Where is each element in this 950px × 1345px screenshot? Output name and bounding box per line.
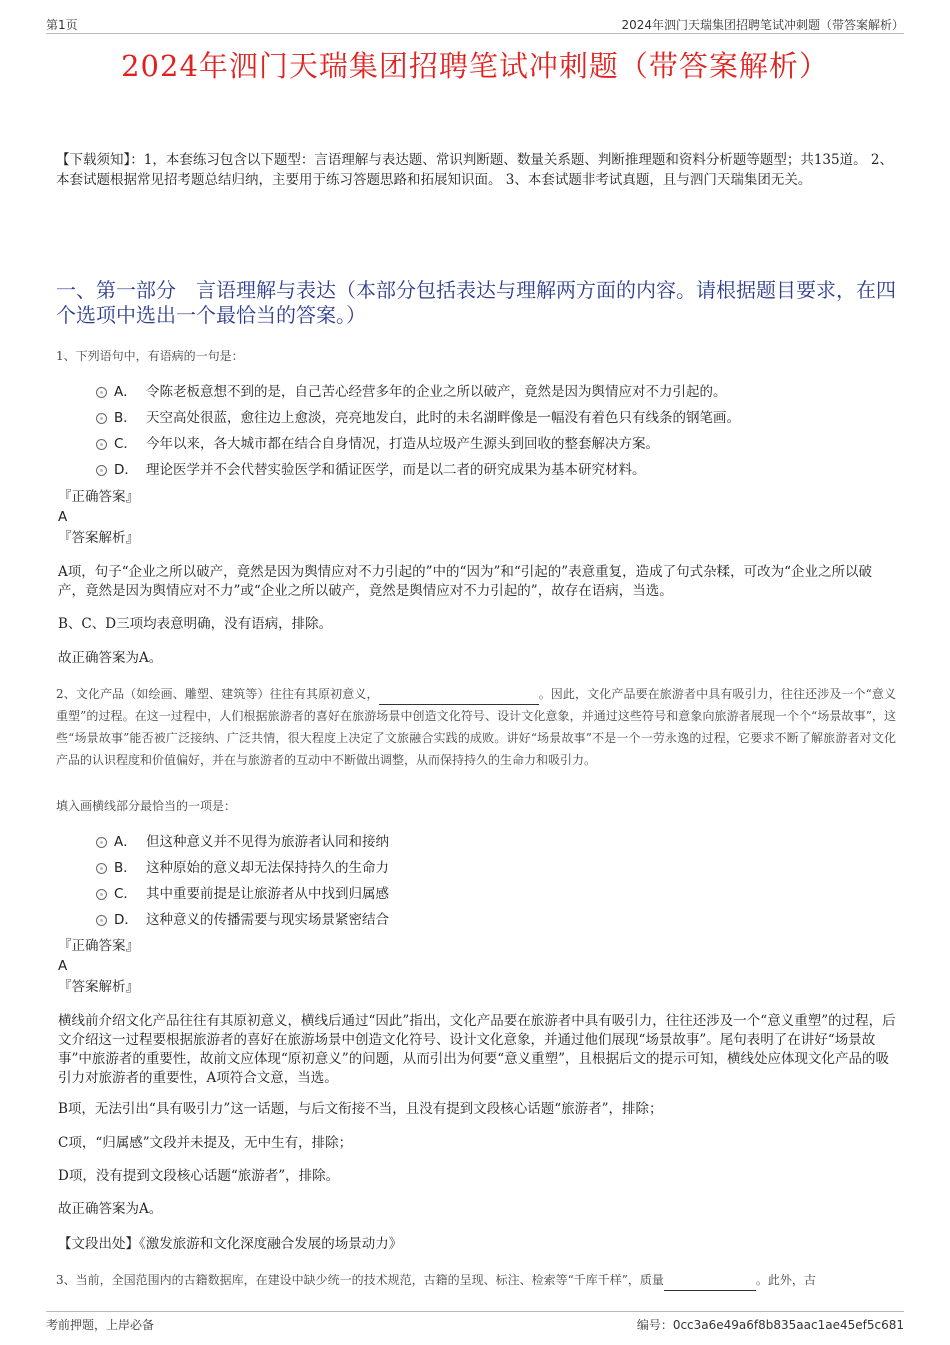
option-b[interactable]: B． 天空高处很蓝，愈往边上愈淡，亮亮地发白，此时的未名湖畔像是一幅没有着色只有线条的钢笔画。 bbox=[96, 405, 896, 431]
download-notice: 【下载须知】：1，本套练习包含以下题型：言语理解与表达题、常识判断题、数量关系题、判断推理题和资料分析题等题型；共135道。 2、本套试题根据常见招考题总结归纳，主要用于练习答题思路和拓展知识面。 3、本套试题非考试真题，且与泗门天瑞集团无关。 bbox=[56, 152, 893, 188]
section-title: 一、第一部分 言语理解与表达（本部分包括表达与理解两方面的内容。请根据题目要求，在四个选项中选出一个最恰当的答案。） bbox=[56, 278, 896, 327]
fill-blank bbox=[379, 682, 539, 705]
radio-icon[interactable] bbox=[96, 915, 107, 926]
option-c[interactable]: C． 其中重要前提是让旅游者从中找到归属感 bbox=[96, 881, 896, 907]
page-header bbox=[46, 14, 904, 34]
question-3-stem: 3、当前，全国范围内的古籍数据库，在建设中缺少统一的技术规范，古籍的呈现、标注、检索等“千库千样”，质量 。此外，古 bbox=[56, 1268, 896, 1291]
question-2-prompt: 填入画横线部分最恰当的一项是： bbox=[56, 799, 237, 813]
analysis-paragraph: 故正确答案为A。 bbox=[58, 1201, 163, 1217]
analysis-paragraph: 故正确答案为A。 bbox=[58, 650, 163, 666]
option-b[interactable]: B． 这种原始的意义却无法保持持久的生命力 bbox=[96, 855, 896, 881]
answer-value: A bbox=[58, 958, 68, 974]
radio-icon[interactable] bbox=[96, 465, 107, 476]
analysis-paragraph: C项，“归属感”文段并未提及，无中生有，排除； bbox=[58, 1135, 353, 1151]
analysis-paragraph: A项，句子“企业之所以破产，竟然是因为舆情应对不力引起的”中的“因为”和“引起的”表意重复，造成了句式杂糅，可改为“企业之所以破产，竟然是因为舆情应对不力”或“企业之所以破产，竟然是舆情应对不力引起的”，故存在语病，当选。 bbox=[58, 564, 873, 599]
radio-icon[interactable] bbox=[96, 439, 107, 450]
fill-blank bbox=[664, 1268, 756, 1291]
option-c[interactable]: C． 今年以来，各大城市都在结合自身情况，打造从垃圾产生源头到回收的整套解决方案。 bbox=[96, 431, 896, 457]
option-a[interactable]: A． 但这种意义并不见得为旅游者认同和接纳 bbox=[96, 829, 896, 855]
analysis-label: 『答案解析』 bbox=[58, 979, 139, 995]
option-d[interactable]: D． 理论医学并不会代替实验医学和循证医学，而是以二者的研究成果为基本研究材料。 bbox=[96, 457, 896, 483]
radio-icon[interactable] bbox=[96, 387, 107, 398]
question-2-stem: 2、文化产品（如绘画、雕塑、建筑等）往往有其原初意义， 。因此，文化产品要在旅游者中具有吸引力，往往还涉及一个“意义重塑”的过程。在这一过程中，人们根据旅游者的喜好在旅游场景中创造文化符号、设计文化意象，并通过这些符号和意象向旅游者展现一个个“场景故事”，这些“场景故事”能否被广泛接纳、广泛共情，很大程度上决定了文旅融合实践的成败。讲好“场景故事”不是一个一劳永逸的过程，它要求不断了解旅游者对文化产品的认识程度和价值偏好，并在与旅游者的互动中不断做出调整，从而保持持久的生命力和吸引力。 bbox=[56, 682, 896, 771]
question-1-options bbox=[96, 379, 896, 483]
answer-label: 『正确答案』 bbox=[58, 489, 139, 505]
question-1-stem: 1、下列语句中，有语病的一句是： bbox=[56, 349, 244, 363]
footer-slogan: 考前押题，上岸必备 bbox=[46, 1318, 155, 1332]
header-doc-title: 2024年泗门天瑞集团招聘笔试冲刺题（带答案解析） bbox=[621, 18, 904, 32]
analysis-paragraph: B项，无法引出“具有吸引力”这一话题，与后文衔接不当，且没有提到文段核心话题“旅游者”，排除； bbox=[58, 1101, 663, 1117]
document-title: 2024年泗门天瑞集团招聘笔试冲刺题（带答案解析） bbox=[121, 49, 829, 83]
analysis-paragraph: 横线前介绍文化产品往往有其原初意义，横线后通过“因此”指出，文化产品要在旅游者中具有吸引力，往往还涉及一个“意义重塑”的过程，后文介绍这一过程要根据旅游者的喜好在旅游场景中创造文化符号、设计文化意象，并通过他们展现“场景故事”。尾句表明了在讲好“场景故事”中旅游者的重要性，故前文应体现“原初意义”的问题，从而引出为何要“意义重塑”，且根据后文的提示可知，横线处应体现文化产品的吸引力对旅游者的重要性，A项符合文意，当选。 bbox=[58, 1013, 896, 1086]
text-source: 【文段出处】《激发旅游和文化深度融合发展的场景动力》 bbox=[58, 1236, 403, 1252]
radio-icon[interactable] bbox=[96, 863, 107, 874]
option-d[interactable]: D． 这种意义的传播需要与现实场景紧密结合 bbox=[96, 907, 896, 933]
radio-icon[interactable] bbox=[96, 837, 107, 848]
option-a[interactable]: A． 令陈老板意想不到的是，自己苦心经营多年的企业之所以破产，竟然是因为舆情应对不力引起的。 bbox=[96, 379, 896, 405]
radio-icon[interactable] bbox=[96, 889, 107, 900]
page-footer bbox=[46, 1311, 904, 1333]
question-2-options bbox=[96, 829, 896, 933]
page-number: 第1页 bbox=[46, 18, 78, 32]
analysis-paragraph: B、C、D三项均表意明确，没有语病，排除。 bbox=[58, 616, 333, 632]
analysis-paragraph: D项，没有提到文段核心话题“旅游者”，排除。 bbox=[58, 1168, 340, 1184]
answer-value: A bbox=[58, 509, 68, 525]
radio-icon[interactable] bbox=[96, 413, 107, 424]
document-id: 编号：0cc3a6e49a6f8b835aac1ae45ef5c681 bbox=[636, 1318, 904, 1332]
answer-label: 『正确答案』 bbox=[58, 938, 139, 954]
analysis-label: 『答案解析』 bbox=[58, 530, 139, 546]
